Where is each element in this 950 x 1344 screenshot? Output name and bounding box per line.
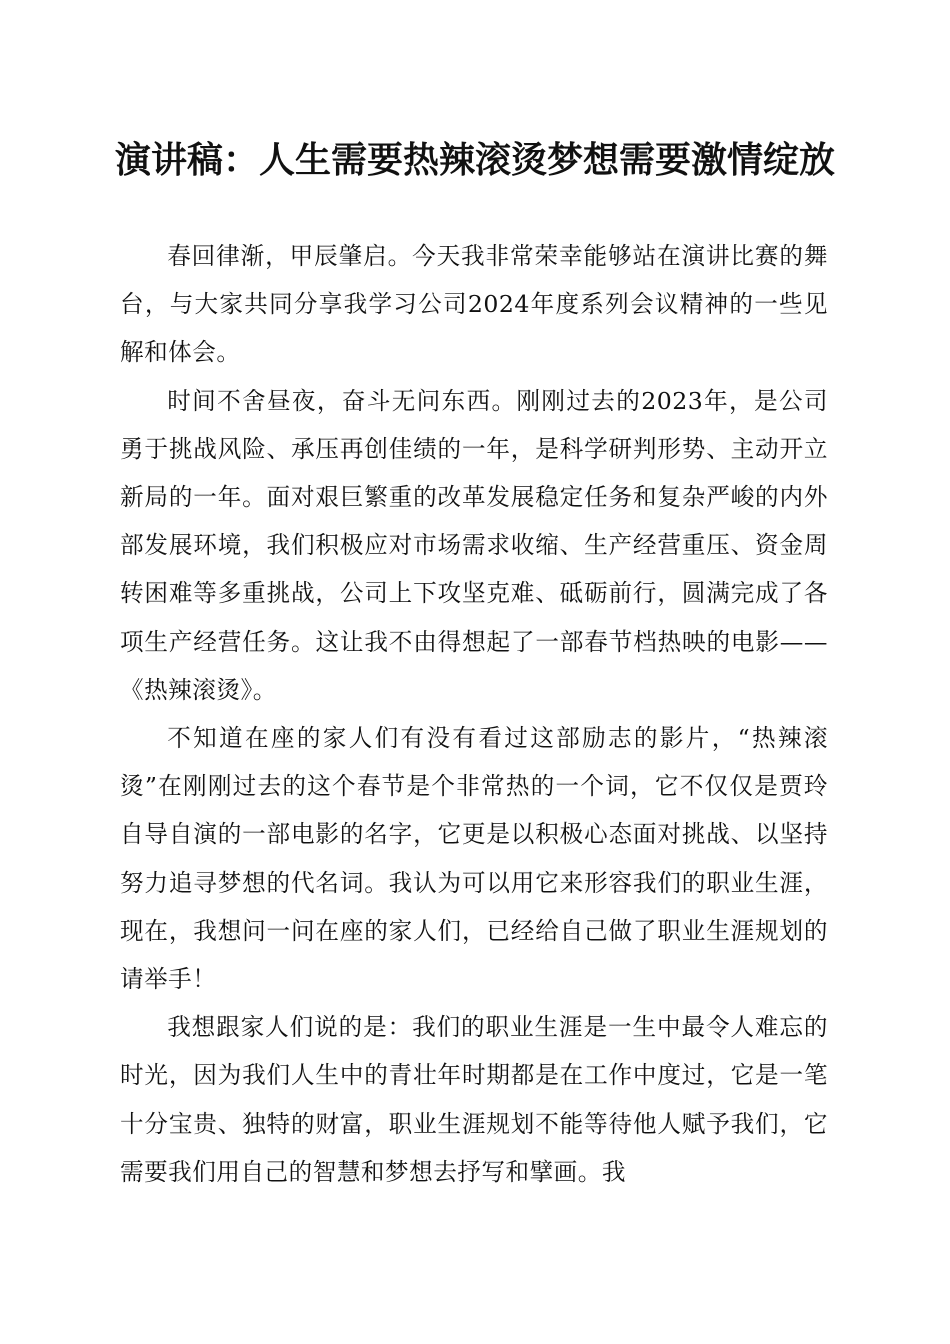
document-body xyxy=(120,232,828,1196)
paragraph-4: 我想跟家人们说的是：我们的职业生涯是一生中最令人难忘的时光，因为我们人生中的青壮年时期都是在工作中度过，它是一笔十分宝贵、独特的财富，职业生涯规划不能等待他人赋予我们，它需要我们用自己的智慧和梦想去抒写和擘画。我 xyxy=(120,1013,828,1186)
paragraph-2: 时间不舍昼夜，奋斗无问东西。刚刚过去的2023年，是公司勇于挑战风险、承压再创佳绩的一年，是科学研判形势、主动开立新局的一年。面对艰巨繁重的改革发展稳定任务和复杂严峻的内外部发展环境，我们积极应对市场需求收缩、生产经营重压、资金周转困难等多重挑战，公司上下攻坚克难、砥砺前行，圆满完成了各项生产经营任务。这让我不由得想起了一部春节档热映的电影——《热辣滚烫》。 xyxy=(120,386,828,704)
paragraph-3: 不知道在座的家人们有没有看过这部励志的影片，“热辣滚烫”在刚刚过去的这个春节是个非常热的一个词，它不仅仅是贾玲自导自演的一部电影的名字，它更是以积极心态面对挑战、以坚持努力追寻梦想的代名词。我认为可以用它来形容我们的职业生涯，现在，我想问一问在座的家人们，已经给自己做了职业生涯规划的请举手！ xyxy=(120,724,828,994)
document-title: 演讲稿：人生需要热辣滚烫梦想需要激情绽放 xyxy=(114,139,835,181)
paragraph-1: 春回律渐，甲辰肇启。今天我非常荣幸能够站在演讲比赛的舞台，与大家共同分享我学习公司2024年度系列会议精神的一些见解和体会。 xyxy=(120,242,828,367)
